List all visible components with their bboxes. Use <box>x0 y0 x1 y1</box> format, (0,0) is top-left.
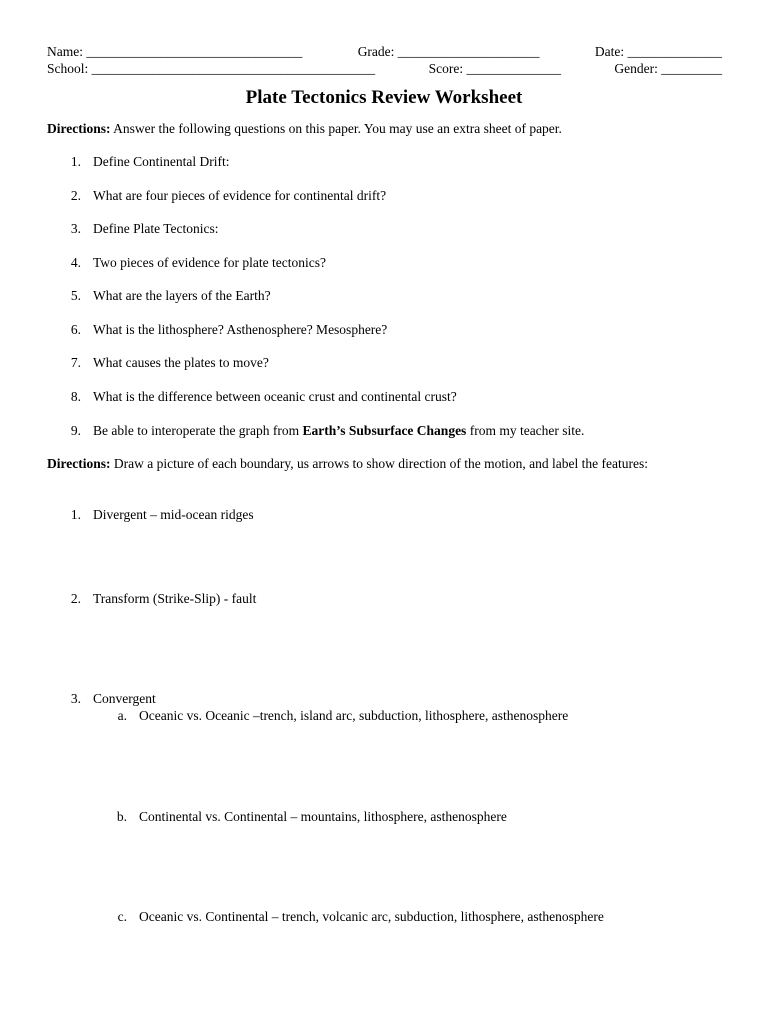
question-text: What is the lithosphere? Asthenosphere? Mesosphere? <box>93 322 388 337</box>
question-text: Define Continental Drift: <box>93 154 230 169</box>
grade-field[interactable]: Grade: _____________________ <box>357 44 540 59</box>
gender-field[interactable]: Gender: _________ <box>614 61 722 76</box>
subitem-text: Oceanic vs. Continental – trench, volcanic arc, subduction, lithosphere, asthenosphere <box>139 909 604 924</box>
question-number: 8. <box>70 389 81 404</box>
date-field[interactable]: Date: ______________ <box>594 44 722 59</box>
question-text <box>93 422 584 439</box>
subitem-letter: b. <box>116 809 127 824</box>
subitem-letter: a. <box>117 708 127 723</box>
directions-1 <box>47 120 727 137</box>
question-number: 9. <box>70 423 81 438</box>
question-text: Two pieces of evidence for plate tectonics? <box>93 255 326 270</box>
item-text: Convergent <box>93 691 156 706</box>
question-number: 7. <box>70 355 81 370</box>
question-text: What are the layers of the Earth? <box>93 288 271 303</box>
question-number: 2. <box>70 188 81 203</box>
directions-text: Draw a picture of each boundary, us arrows to show direction of the motion, and label the features: <box>110 456 648 471</box>
directions-text: Answer the following questions on this paper. You may use an extra sheet of paper. <box>110 121 562 136</box>
question-text: Define Plate Tectonics: <box>93 221 219 236</box>
item-text: Transform (Strike-Slip) - fault <box>93 591 257 606</box>
header-row-2 <box>47 61 722 77</box>
question-number: 4. <box>70 255 81 270</box>
directions-label: Directions: <box>47 456 111 471</box>
question-number: 6. <box>70 322 81 337</box>
subitem-letter: c. <box>117 909 127 924</box>
item-number: 1. <box>70 507 81 522</box>
question-text-before: Be able to interoperate the graph from <box>93 423 303 438</box>
directions-label: Directions: <box>47 121 111 136</box>
header-row-1 <box>47 44 722 60</box>
school-field[interactable]: School: __________________________________________ <box>47 61 376 76</box>
question-text: What is the difference between oceanic crust and continental crust? <box>93 389 457 404</box>
item-number: 2. <box>70 591 81 606</box>
teacher-site-graph-title: Earth’s Subsurface Changes <box>302 423 467 438</box>
score-field[interactable]: Score: ______________ <box>428 61 561 76</box>
item-text: Divergent – mid-ocean ridges <box>93 507 254 522</box>
question-text-after: from my teacher site. <box>466 423 585 438</box>
question-text: What causes the plates to move? <box>93 355 269 370</box>
subitem-text: Oceanic vs. Oceanic –trench, island arc, subduction, lithosphere, asthenosphere <box>139 708 569 723</box>
page-title: Plate Tectonics Review Worksheet <box>245 87 523 108</box>
question-number: 1. <box>70 154 81 169</box>
subitem-text: Continental vs. Continental – mountains, lithosphere, asthenosphere <box>139 809 507 824</box>
question-number: 5. <box>70 288 81 303</box>
directions-2 <box>47 455 727 472</box>
question-text: What are four pieces of evidence for continental drift? <box>93 188 387 203</box>
question-number: 3. <box>70 221 81 236</box>
item-number: 3. <box>70 691 81 706</box>
name-field[interactable]: Name: ________________________________ <box>47 44 303 59</box>
